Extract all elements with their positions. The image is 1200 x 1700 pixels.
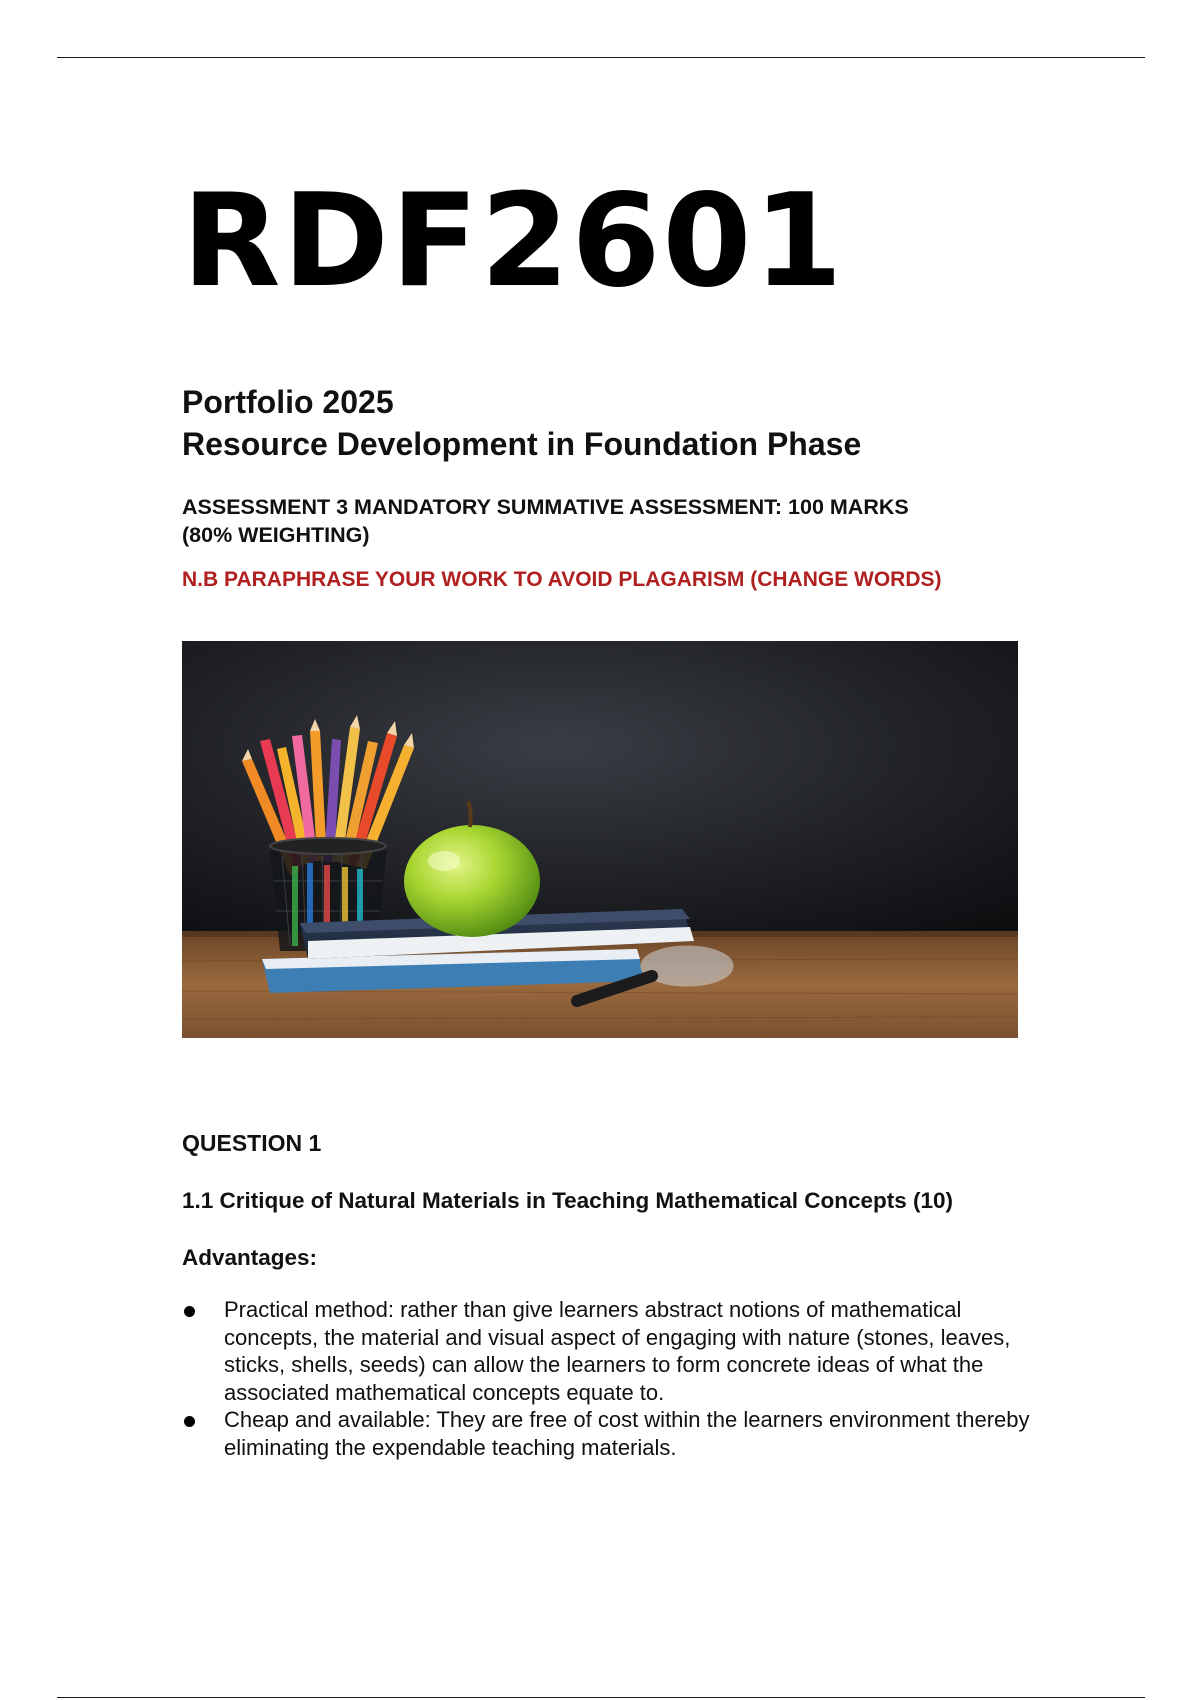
list-item-text: Practical method: rather than give learners abstract notions of mathematical concepts, the material and visual aspect of engaging with nature (stones, leaves, sticks, shells, seeds) can allow the learners to form concrete ideas of what the associated mathematical concepts equate to.: [224, 1297, 1011, 1405]
assessment-line-1: ASSESSMENT 3 MANDATORY SUMMATIVE ASSESSMENT: 100 MARKS: [182, 495, 909, 519]
advantages-list: [182, 1296, 1042, 1461]
question-subheading: 1.1 Critique of Natural Materials in Teaching Mathematical Concepts (10): [182, 1188, 954, 1213]
cover-image: [182, 641, 1018, 1038]
advantages-label: Advantages:: [182, 1245, 318, 1270]
top-rule: [57, 57, 1145, 58]
course-code: RDF2601: [182, 167, 845, 316]
question-heading: QUESTION 1: [182, 1130, 322, 1156]
bottom-rule: [57, 1697, 1145, 1698]
title-line-2: Resource Development in Foundation Phase: [182, 426, 862, 462]
bullet-icon: [184, 1306, 195, 1317]
title-line-1: Portfolio 2025: [182, 384, 394, 420]
list-item-text: Cheap and available: They are free of cost within the learners environment thereby eliminating the expendable teaching materials.: [224, 1407, 1030, 1460]
assessment-line-2: (80% WEIGHTING): [182, 523, 370, 547]
plagiarism-notice: N.B PARAPHRASE YOUR WORK TO AVOID PLAGARISM (CHANGE WORDS): [182, 568, 942, 591]
bullet-icon: [184, 1416, 195, 1427]
list-item: [182, 1296, 1042, 1406]
document-title: [182, 381, 861, 465]
assessment-info: [182, 493, 1042, 549]
list-item: [182, 1406, 1042, 1461]
